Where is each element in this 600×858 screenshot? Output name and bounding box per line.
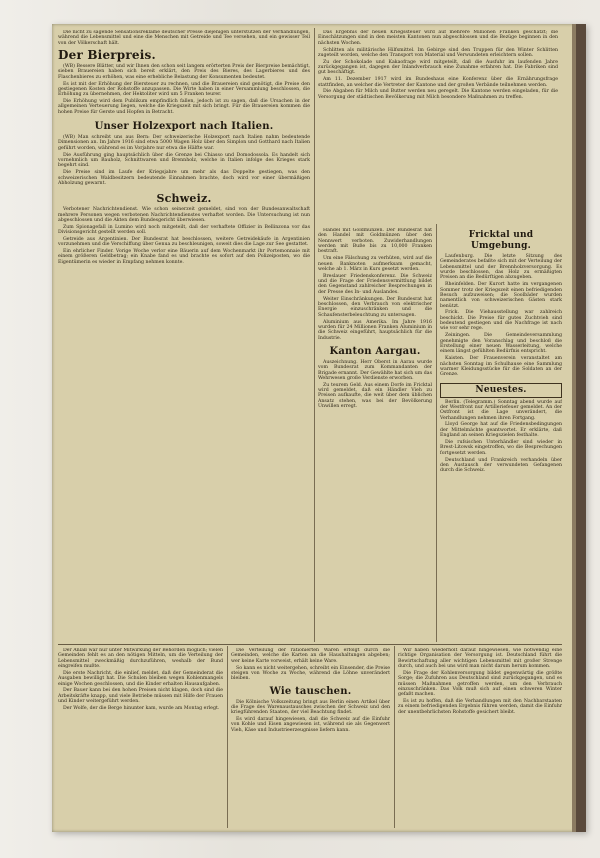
bottom-middle-paragraph: Die Verteilung der rationierten Waren erfolgt durch die Gemeinden, welche die Karten an die Haushaltungen abgeben; wer keine Karte vorweist, erhält keine Ware. xyxy=(231,648,390,664)
neuestes-paragraph: Berlin. (Telegramm.) Sonntag abend wurde auf der Westfront nur Artilleriefeuer gemeldet. An der Ostfront ist die Lage unverändert, die Verhandlungen nehmen ihren Fortgang. xyxy=(440,399,562,421)
fricktal-heading: Fricktal und Umgebung. xyxy=(468,230,534,251)
bierpreis-heading: Der Bierpreis. xyxy=(58,48,156,63)
fricktal-paragraph: Zeiningen. Die Gemeindeversammlung genehmigte den Voranschlag und beschloß die Erstellung einer neuen Wasserleitung, welche einem längst gefühlten Bedürfnis entspricht. xyxy=(440,333,562,355)
tauschen-paragraph: Es wird darauf hingewiesen, daß die Schweiz auf die Einfuhr von Kohle und Eisen angewiesen ist, während sie als Gegenwert Vieh, Käse und Industrieerzeugnisse liefern kann. xyxy=(231,717,390,733)
neuestes-paragraph: Lloyd George hat auf die Friedensbedingungen der Mittelmächte geantwortet. Er erklärte, daß England an seinen Kriegszielen festhalte. xyxy=(440,422,562,439)
right-middle-paragraph: Handel mit Goldmünzen. Der Bundesrat hat den Handel mit Goldmünzen über den Nennwert verboten. Zuwiderhandlungen werden mit Buße bis zu 10,000 Franken bestraft. xyxy=(318,228,432,255)
bottom-left-paragraph: Der Wolfe, der die Berge hinunter kam, wurde am Montag erlegt. xyxy=(63,705,220,711)
holzexport-paragraph: (WB) Man schreibt uns aus Bern: Der schweizerische Holzexport nach Italien nahm bedeutende Dimensionen an. Im Jahre 1916 sind etwa 5000 Wagen Holz über den Simplon und Gotthard nach Italien geführt worden, während es im Vorjahre nur etwa die Hälfte war. xyxy=(58,135,310,151)
bottom-left-paragraph: Der Anlaß war nur unter Mitwirkung der Behörden möglich; vielen Gemeinden fehlt es an den nötigen Mitteln, um die Verteilung der Lebensmittel zweckmäßig durchzuführen, weshalb der Bund eingreifen mußte. xyxy=(58,648,223,670)
right-top-paragraph: Die Abgaben für Milch und Butter werden neu geregelt. Die Kantone werden eingeladen, für die Versorgung der städtischen Bevölkerung mit Milch besondere Maßnahmen zu treffen. xyxy=(318,89,558,100)
aargau-paragraph: Auszeichnung. Herr Oberst in Aarau wurde vom Bundesrat zum Kommandanten der Brigade ernannt. Der Gewählte hat sich um das Wehrwesen große Verdienste erworben. xyxy=(318,359,432,381)
holzexport-paragraph: Die Ausführung ging hauptsächlich über die Grenze bei Chiasso und Domodossola. Es handelt sich vornehmlich um Bauholz, Schnittwaren und Brennholz, welche in Italien infolge des Krieges stark begehrt sind. xyxy=(58,152,310,169)
column-rule-right-section xyxy=(436,224,437,642)
bottom-left-paragraph: Der Bauer kann bei den hohen Preisen nicht klagen, doch sind die Arbeitskräfte knapp, und viele Betriebe müssen mit Hilfe der Frauen und Kinder weitergeführt werden. xyxy=(58,688,223,705)
bottom-right-column xyxy=(398,648,562,828)
right-column-middle xyxy=(318,228,432,642)
aargau-paragraph: Zu teurem Geld. Aus einem Dorfe im Fricktal wird gemeldet, daß ein Händler Vieh zu Preisen aufkaufte, die weit über dem üblichen Ansatz stehen, was bei der Bevölkerung Unwillen erregt. xyxy=(318,382,432,410)
tauschen-heading: Wie tauschen. xyxy=(269,685,352,697)
right-top-paragraph: Das Ergebnis der neuen Kriegssteuer wird auf mehrere Millionen Franken geschätzt; die Einschätzungen sind in den meisten Kantonen nun abgeschlossen und die Bezüge beginnen in den nächsten Wochen. xyxy=(318,30,558,46)
bottom-right-paragraph: Die Frage der Kohlenversorgung bildet gegenwärtig die größte Sorge; die Zufuhren aus Deutschland sind zurückgegangen, und es müssen Maßnahmen getroffen werden, um den Verbrauch einzuschränken. Das Volk muß sich auf einen schweren Winter gefaßt machen. xyxy=(398,670,562,698)
newspaper-page xyxy=(52,24,586,832)
schweiz-paragraph: Ein ehrlicher Finder. Vorige Woche verlor eine Bäuerin auf dem Wochenmarkt ihr Portemonnaie mit einem größeren Geldbetrag; ein Knabe fand es und brachte es sofort auf den Polizeiposten, wo die Eigentümerin es wieder in Empfang nehmen konnte. xyxy=(58,249,310,265)
right-top-paragraph: Zu der Schokolade und Kakaofrage wird mitgeteilt, daß die Ausfuhr im laufenden Jahre zurückgegangen ist, dagegen der Inlandverbrauch eine Zunahme erfahren hat. Die Fabriken sind gut beschäftigt. xyxy=(318,59,558,76)
bottom-right-paragraph: Wir haben wiederholt darauf hingewiesen, wie notwendig eine richtige Organisation der Versorgung ist. Deutschland führt die Bewirtschaftung aller wichtigen Lebensmittel mit großer Strenge durch, und auch bei uns wird man nicht darum herum kommen. xyxy=(398,648,562,670)
horizontal-rule-lower xyxy=(58,644,562,645)
right-column-top xyxy=(318,30,558,226)
holzexport-paragraph: Die Preise sind im Laufe der Kriegsjahre um mehr als das Doppelte gestiegen, was den schweizerischen Waldbesitzern bedeutende Einnahmen brachte, doch wird vor einer übermäßigen Abholzung gewarnt. xyxy=(58,170,310,186)
neuestes-heading: Neuestes. xyxy=(440,383,562,398)
bierpreis-paragraph: Die Erhöhung wird dem Publikum empfindlich fallen, jedoch ist zu sagen, daß die Ursachen in der allgemeinen Verteuerung liegen, welche die Kriegszeit mit sich bringt. Für die Brauereien kommen die hohen Preise für Gerste und Hopfen in Betracht. xyxy=(58,99,310,115)
schweiz-paragraph: Verbotener Nachrichtendienst. Wie schon seinerzeit gemeldet, sind von der Bundesanwaltschaft mehrere Personen wegen verbotenen Nachrichtendienstes verhaftet worden. Die Untersuchung ist nun abgeschlossen und die Akten dem Bundesgericht überwiesen. xyxy=(58,207,310,223)
tauschen-paragraph: Die Kölnische Volkszeitung bringt aus Berlin einen Artikel über die Frage des Warenaustausches zwischen der Schweiz und den kriegführenden Staaten, der viel Beachtung findet. xyxy=(231,699,390,716)
fricktal-paragraph: Kaisten. Der Frauenverein veranstaltet am nächsten Sonntag im Schulhause eine Sammlung warmer Kleidungsstücke für die Soldaten an der Grenze. xyxy=(440,356,562,378)
bottom-left-column xyxy=(58,648,223,828)
schweiz-paragraph: Getreide aus Argentinien. Der Bundesrat hat beschlossen, weitere Getreidekäufe in Argentinien vorzunehmen und die Verschiffung über Genua zu beschleunigen, soweit dies die Lage zur See gestattet. xyxy=(58,236,310,248)
bottom-middle-column xyxy=(231,648,390,828)
neuestes-paragraph: Deutschland und Frankreich verhandeln über den Austausch der verwundeten Gefangenen durch die Schweiz. xyxy=(440,457,562,474)
holzexport-heading: Unser Holzexport nach Italien. xyxy=(94,121,274,133)
right-middle-paragraph: Breslauer Friedenskonferenz. Die Schweiz und die Frage der Friedensvermittlung bildet den Gegenstand zahlreicher Besprechungen in der Presse des In- und Auslandes. xyxy=(318,273,432,295)
aargau-heading: Kanton Aargau. xyxy=(329,345,421,357)
left-column xyxy=(58,30,310,642)
column-rule-lower-left xyxy=(227,646,228,828)
fricktal-column xyxy=(440,228,562,642)
right-middle-paragraph: Weiter Einschränkungen. Der Bundesrat hat beschlossen, den Verbrauch von elektrischer Energie einzuschränken und die Schaufensterbeleuchtung zu untersagen. xyxy=(318,296,432,318)
column-rule-upper xyxy=(314,28,315,642)
bierpreis-paragraph: Es ist mit der Erhöhung der Biersteuer zu rechnen, und die Brauereien sind genötigt, die Preise den gestiegenen Kosten der Rohstoffe anzupassen. Die Wirte haben in einer Versammlung beschlossen, die Erhöhung zu übernehmen, der Hektoliter wird um 5 Franken teurer. xyxy=(58,81,310,98)
neuestes-paragraph: Die rufsischen Unterhändler sind wieder in Brest-Litowsk eingetroffen, wo die Besprechungen fortgesetzt werden. xyxy=(440,439,562,456)
right-top-paragraph: Am 11. Dezember 1917 wird im Bundeshaus eine Konferenz über die Ernährungsfrage stattfinden, an welcher die Vertreter der Kantone und der großen Verbände teilnehmen werden. xyxy=(318,77,558,88)
column-rule-lower-right xyxy=(394,646,395,828)
fricktal-paragraph: Rheinfelden. Der Kurort hatte im vergangenen Sommer trotz der Kriegszeit einen befriedigenden Besuch aufzuweisen; die Soolbäder wurden namentlich von schweizerischen Gästen stark benützt. xyxy=(440,282,562,309)
bottom-middle-paragraph: So kann es nicht weitergehen, schreibt ein Einsender, die Preise steigen von Woche zu Woche, während die Löhne unverändert bleiben. xyxy=(231,665,390,682)
fricktal-paragraph: Frick. Die Viehausstellung war zahlreich beschickt. Die Preise für gutes Zuchtvieh sind bedeutend gestiegen und die Nachfrage ist nach wie vor sehr rege. xyxy=(440,310,562,332)
fricktal-paragraph: Laufenburg. Die letzte Sitzung des Gemeinderates befaßte sich mit der Verteilung der Lebensmittel und der Brennholzversorgung. Es wurde beschlossen, das Holz zu ermäßigten Preisen an die Bedürftigen abzugeben. xyxy=(440,254,562,281)
schweiz-paragraph: Zum Spionagefall in Lumino wird noch mitgeteilt, daß der verhaftete Offizier in Bellinzona vor das Divisionsgericht gestellt werden soll. xyxy=(58,224,310,236)
bierpreis-paragraph: (WB) Bessere Blätter, und wir Ihnen den schon seit langem erörterten Preis der Bierpreise bemächtigt, sieben Brauereien haben sich bereit erklärt, den Preis des Bieres, des Lagerbieres und des Flaschenbieres zu erhöhen, was eine erhebliche Belastung der Konsumenten bedeutet. xyxy=(58,64,310,80)
right-middle-paragraph: Um eine Fälschung zu verhüten, wird auf die neuen Banknoten aufmerksam gemacht, welche ab 1. März in Kurs gesetzt werden. xyxy=(318,256,432,272)
right-middle-paragraph: Aluminium aus Amerika. Im Jahre 1916 wurden für 24 Millionen Franken Aluminium in die Schweiz eingeführt, hauptsächlich für die Industrie. xyxy=(318,319,432,341)
bottom-left-paragraph: Die erste Nachricht, die einlief, meldet, daß der Gemeinderat die Ausgaben bewilligt hat. Die Schulen bleiben wegen Kohlenmangels einige Wochen geschlossen, und die Kinder erhalten Hausaufgaben. xyxy=(58,670,223,687)
page-binding xyxy=(576,24,586,832)
intro-paragraph: Die nicht zu sagende Sensationsreklame deutscher Presse diejenigen unterstützen der Verhandlungen, während die Lebensmittel und eine die Menschen mit Getreide und Tee versehen, und ein gewisser Teil von der Völkerschaft hält. xyxy=(58,30,310,46)
schweiz-heading: Schweiz. xyxy=(156,192,212,206)
bottom-right-paragraph: Es ist zu hoffen, daß die Verhandlungen mit den Nachbarstaaten zu einem befriedigenden Ergebnis führen werden, damit die Einfuhr der unentbehrlichsten Rohstoffe gesichert bleibt. xyxy=(398,699,562,715)
right-top-paragraph: Schlitten als militärische Hilfsmittel. Im Gebirge sind den Truppen für den Winter Schlitten zugeteilt worden, welche den Transport von Material und Verwundeten erleichtern sollen. xyxy=(318,47,558,58)
